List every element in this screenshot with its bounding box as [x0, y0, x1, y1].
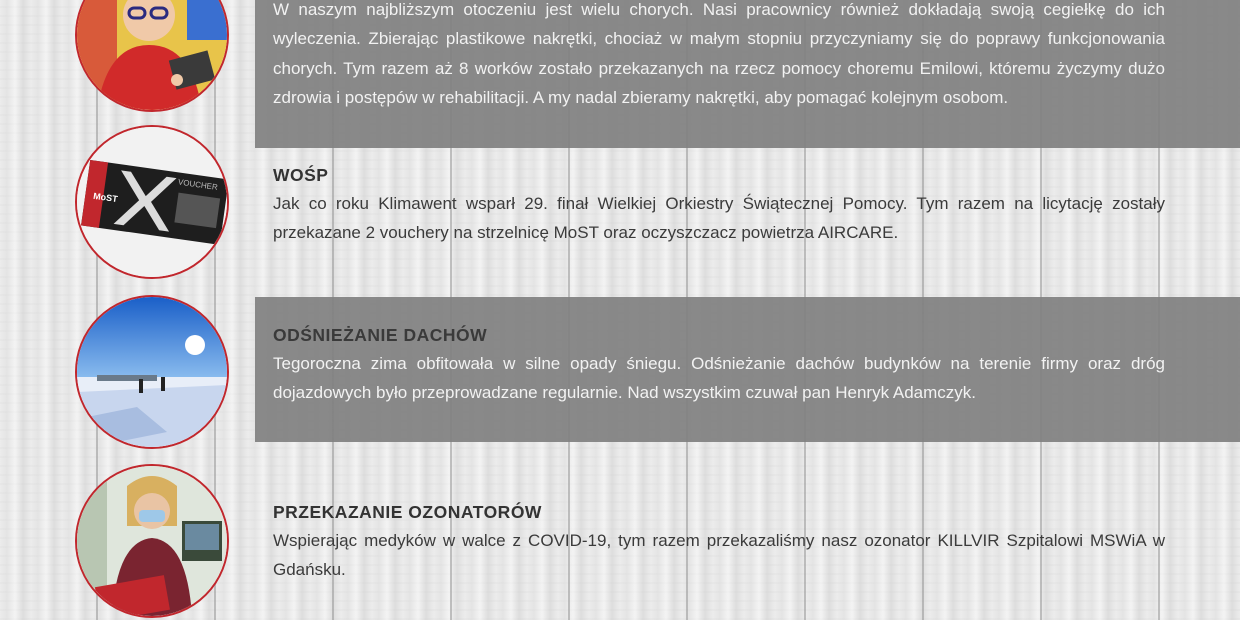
section-body: Tegoroczna zima obfitowała w silne opady śniegu. Odśnieżanie dachów budynków na terenie firmy oraz dróg dojazdowych było przeprowadzane regularnie. Nad wszystkim czuwał pan Henryk Adamczyk.	[273, 354, 1165, 403]
section-title: PRZEKAZANIE OZONATORÓW	[273, 502, 542, 522]
snowy-roof-photo	[75, 295, 229, 449]
section-charity-caps	[273, 0, 1165, 113]
voucher-label-text: VOUCHER	[177, 177, 219, 192]
section-body: Jak co roku Klimawent wsparł 29. finał Wielkiej Orkiestry Świątecznej Pomocy. Tym razem na licytację zostały przekazane 2 vouchery na strzelnicę MoST oraz oczyszczacz powietrza AIRCARE.	[273, 194, 1165, 243]
voucher-photo	[75, 125, 229, 279]
section-ozonators	[273, 498, 1165, 585]
section-body: W naszym najbliższym otoczeniu jest wielu chorych. Nasi pracownicy również dokładają swoją cegiełkę do ich wyleczenia. Zbierając plastikowe nakrętki, chociaż w małym stopniu przyczyniamy się do poprawy funkcjonowania chorych. Tym razem aż 8 worków zostało przekazanych na rzecz pomocy choremu Emilowi, któremu życzymy dużo zdrowia i postępów w rehabilitacji. A my nadal zbieramy nakrętki, aby pomagać kolejnym osobom.	[273, 0, 1165, 108]
section-snow-removal	[273, 321, 1165, 408]
section-title: WOŚP	[273, 165, 329, 185]
medic-with-ozonator-photo	[75, 464, 229, 618]
section-body: Wspierając medyków w walce z COVID-19, tym razem przekazaliśmy nasz ozonator KILLVIR Szpitalowi MSWiA w Gdańsku.	[273, 531, 1165, 580]
section-wosp	[273, 161, 1165, 248]
voucher-logo-text: MoST	[92, 190, 119, 205]
section-title: ODŚNIEŻANIE DACHÓW	[273, 325, 488, 345]
child-with-caps-photo	[75, 0, 229, 112]
